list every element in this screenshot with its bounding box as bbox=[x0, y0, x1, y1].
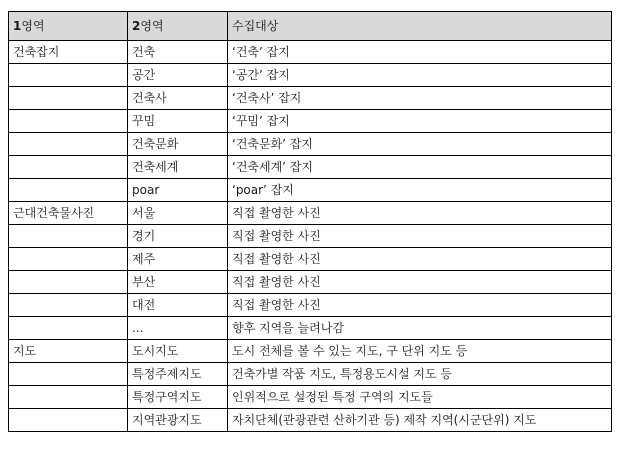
table-row bbox=[9, 133, 612, 156]
table-row bbox=[9, 271, 612, 294]
cell-level1 bbox=[9, 386, 128, 409]
cell-level2: 특정구역지도 bbox=[128, 386, 228, 409]
cell-target: 자치단체(관광관련 산하기관 등) 제작 지역(시군단위) 지도 bbox=[228, 409, 612, 432]
cell-target: 인위적으로 설정된 특정 구역의 지도들 bbox=[228, 386, 612, 409]
cell-level2: 건축세계 bbox=[128, 156, 228, 179]
cell-level2: poar bbox=[128, 179, 228, 202]
table-row bbox=[9, 110, 612, 133]
table-row bbox=[9, 202, 612, 225]
cell-level2: 건축 bbox=[128, 41, 228, 64]
cell-target: ‘건축사’ 잡지 bbox=[228, 87, 612, 110]
header-level2 bbox=[128, 12, 228, 41]
cell-level2: 꾸밈 bbox=[128, 110, 228, 133]
cell-level1: 지도 bbox=[9, 340, 128, 363]
cell-level1 bbox=[9, 409, 128, 432]
cell-level2: 도시지도 bbox=[128, 340, 228, 363]
cell-target: 직접 촬영한 사진 bbox=[228, 202, 612, 225]
cell-target: 향후 지역을 늘려나감 bbox=[228, 317, 612, 340]
cell-level1 bbox=[9, 133, 128, 156]
cell-target: 직접 촬영한 사진 bbox=[228, 225, 612, 248]
cell-level1 bbox=[9, 363, 128, 386]
cell-level1: 건축잡지 bbox=[9, 41, 128, 64]
cell-level1 bbox=[9, 248, 128, 271]
cell-level2: 서울 bbox=[128, 202, 228, 225]
cell-target: ‘공간’ 잡지 bbox=[228, 64, 612, 87]
table-row bbox=[9, 156, 612, 179]
cell-level2: 경기 bbox=[128, 225, 228, 248]
table-row bbox=[9, 225, 612, 248]
cell-target: 도시 전체를 볼 수 있는 지도, 구 단위 지도 등 bbox=[228, 340, 612, 363]
table-row bbox=[9, 41, 612, 64]
cell-level2: 특정주제지도 bbox=[128, 363, 228, 386]
table-row bbox=[9, 386, 612, 409]
collection-table bbox=[8, 11, 612, 432]
cell-level1 bbox=[9, 110, 128, 133]
table-header bbox=[9, 12, 612, 41]
table-row bbox=[9, 340, 612, 363]
header-level1 bbox=[9, 12, 128, 41]
table-row bbox=[9, 64, 612, 87]
cell-level2: ... bbox=[128, 317, 228, 340]
cell-target: 건축가별 작품 지도, 특정용도시설 지도 등 bbox=[228, 363, 612, 386]
table-row bbox=[9, 363, 612, 386]
table-body bbox=[9, 41, 612, 432]
cell-level1 bbox=[9, 87, 128, 110]
cell-target: ‘건축문화’ 잡지 bbox=[228, 133, 612, 156]
cell-target: ‘건축’ 잡지 bbox=[228, 41, 612, 64]
cell-level1 bbox=[9, 225, 128, 248]
cell-level1 bbox=[9, 179, 128, 202]
cell-level1: 근대건축물사진 bbox=[9, 202, 128, 225]
cell-level1 bbox=[9, 64, 128, 87]
cell-level2: 건축문화 bbox=[128, 133, 228, 156]
document-body bbox=[8, 11, 612, 432]
cell-target: 직접 촬영한 사진 bbox=[228, 294, 612, 317]
header-level2-number: 2 bbox=[132, 19, 141, 33]
table-row bbox=[9, 294, 612, 317]
table-row bbox=[9, 317, 612, 340]
cell-level1 bbox=[9, 294, 128, 317]
cell-level2: 제주 bbox=[128, 248, 228, 271]
cell-level2: 공간 bbox=[128, 64, 228, 87]
table-row bbox=[9, 179, 612, 202]
cell-target: 직접 촬영한 사진 bbox=[228, 271, 612, 294]
cell-level2: 건축사 bbox=[128, 87, 228, 110]
cell-level1 bbox=[9, 156, 128, 179]
cell-level2: 지역관광지도 bbox=[128, 409, 228, 432]
header-level2-text: 영역 bbox=[140, 19, 164, 33]
table-row bbox=[9, 87, 612, 110]
table-row bbox=[9, 409, 612, 432]
table-row bbox=[9, 248, 612, 271]
header-target: 수집대상 bbox=[228, 12, 612, 41]
cell-target: ‘poar’ 잡지 bbox=[228, 179, 612, 202]
cell-level1 bbox=[9, 317, 128, 340]
cell-level1 bbox=[9, 271, 128, 294]
header-level1-number: 1 bbox=[13, 19, 22, 33]
cell-level2: 대전 bbox=[128, 294, 228, 317]
cell-target: 직접 촬영한 사진 bbox=[228, 248, 612, 271]
header-row bbox=[9, 12, 612, 41]
cell-level2: 부산 bbox=[128, 271, 228, 294]
cell-target: ‘꾸밈’ 잡지 bbox=[228, 110, 612, 133]
header-level1-text: 영역 bbox=[21, 19, 45, 33]
cell-target: ‘건축세계’ 잡지 bbox=[228, 156, 612, 179]
